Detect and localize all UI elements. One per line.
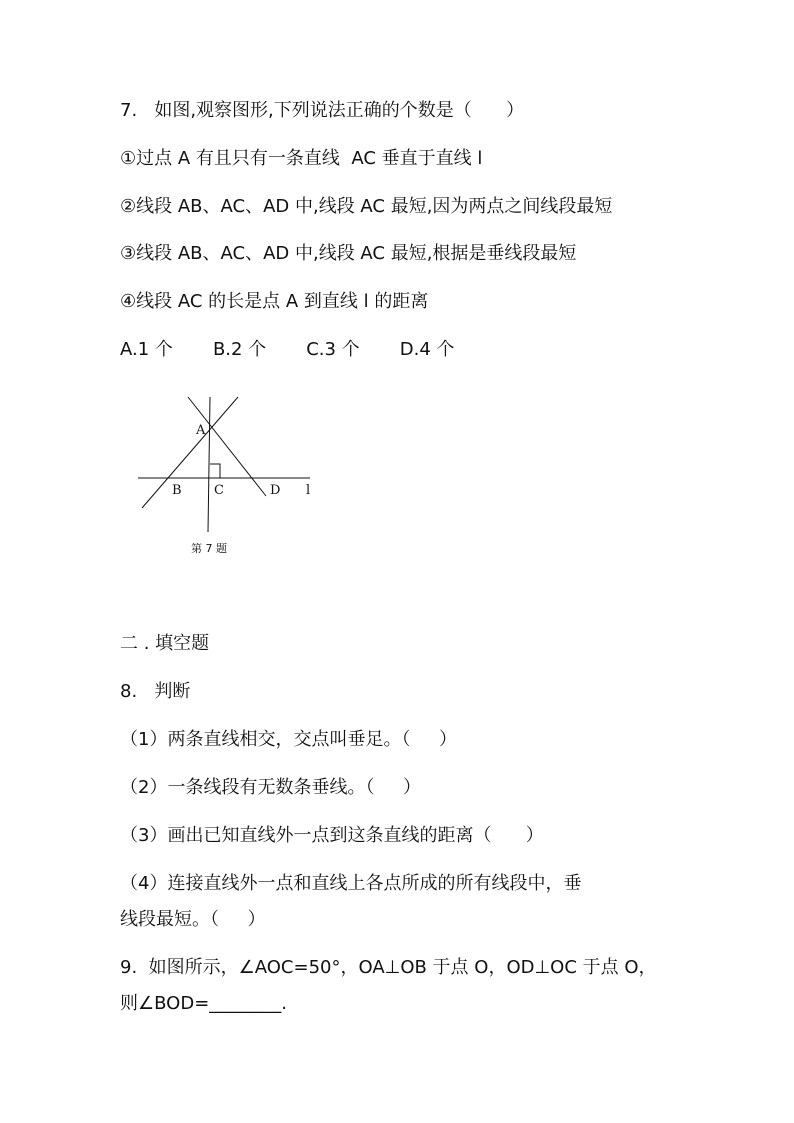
figure-caption: 第 7 题 bbox=[191, 542, 227, 555]
q8-item-1: （1）两条直线相交，交点叫垂足。（ ） bbox=[120, 729, 458, 750]
perpendicular-ac bbox=[208, 397, 210, 532]
q8-item-2: （2）一条线段有无数条垂线。（ ） bbox=[120, 777, 422, 798]
q7-statement-4: ④线段 AC 的长是点 A 到直线 l 的距离 bbox=[120, 291, 429, 312]
q8-stem: 8. 判断 bbox=[120, 681, 191, 702]
label-d: D bbox=[270, 483, 281, 498]
q8-item-4-line-2: 线段最短。（ ） bbox=[120, 909, 266, 930]
q7-stem: 7. 如图,观察图形,下列说法正确的个数是（ ） bbox=[120, 100, 525, 121]
q7-statement-1: ①过点 A 有且只有一条直线 AC 垂直于直线 l bbox=[120, 148, 483, 169]
q7-statement-2: ②线段 AB、AC、AD 中,线段 AC 最短,因为两点之间线段最短 bbox=[120, 196, 613, 217]
label-a: A bbox=[196, 423, 206, 438]
q7-options: A.1 个 B.2 个 C.3 个 D.4 个 bbox=[120, 339, 455, 360]
q8-item-4-line-1: （4）连接直线外一点和直线上各点所成的所有线段中，垂 bbox=[120, 873, 582, 894]
q7-statement-3: ③线段 AB、AC、AD 中,线段 AC 最短,根据是垂线段最短 bbox=[120, 243, 577, 264]
line-ad bbox=[188, 397, 266, 496]
q9-line-1: 9. 如图所示，∠AOC=50°，OA⊥OB 于点 O，OD⊥OC 于点 O， bbox=[120, 957, 657, 978]
label-b: B bbox=[172, 483, 182, 498]
label-c: C bbox=[214, 483, 224, 498]
section-title: 二 . 填空题 bbox=[120, 633, 210, 654]
q9-line-2: 则∠BOD=________. bbox=[120, 993, 288, 1014]
q7-figure bbox=[130, 392, 330, 562]
right-angle-mark bbox=[210, 464, 220, 478]
q8-item-3: （3）画出已知直线外一点到这条直线的距离（ ） bbox=[120, 825, 544, 846]
label-l: l bbox=[306, 483, 311, 498]
